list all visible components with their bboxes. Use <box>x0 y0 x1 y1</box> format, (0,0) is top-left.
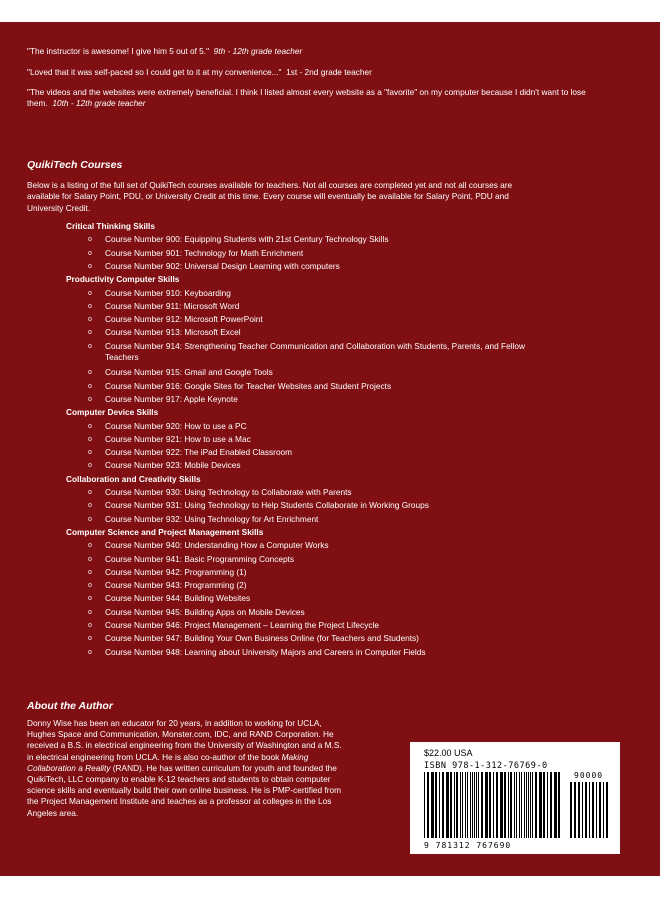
course-item <box>88 567 528 578</box>
course-item <box>88 487 528 498</box>
testimonial-1-quote: "The instructor is awesome! I give him 5 out of 5." <box>27 46 210 56</box>
courses-intro: Below is a listing of the full set of QuikiTech courses available for teachers. Not all courses are completed yet and not all courses are available for Salary Point, PDU, or University Credit at this time. Every course will eventually be available for Salary Point, PDU and University Credit. <box>27 180 513 213</box>
course-title: Course Number 945: Building Apps on Mobile Devices <box>105 606 305 617</box>
barcode-bar <box>467 772 468 838</box>
course-item <box>88 381 528 392</box>
testimonial-1-author: 9th - 12th grade teacher <box>213 46 303 56</box>
book-title: Making Collaboration a Reality <box>27 751 309 773</box>
bullet-icon: o <box>88 342 92 350</box>
category-heading: Productivity Computer Skills <box>66 274 180 285</box>
about-text-part-1: Donny Wise has been an educator for 20 years, in addition to working for UCLA, Hughes Space and Communication, Monster.com, IDC, and RAND Corporation. He received a B.S. in electrical engineering from the University of Washington and a M.S. in electrical engineering from UCLA. He is also co-author of the book <box>27 718 342 762</box>
course-item <box>88 314 528 325</box>
barcode-bar <box>485 772 488 838</box>
course-item <box>88 234 528 245</box>
testimonial-3 <box>27 87 607 109</box>
barcode-bars <box>422 772 612 842</box>
barcode-bar <box>462 772 463 838</box>
course-title: Course Number 923: Mobile Devices <box>105 460 241 471</box>
course-item <box>88 367 528 378</box>
addon-bar <box>589 782 590 838</box>
barcode-bar <box>427 772 429 838</box>
testimonial-3-author: 10th - 12th grade teacher <box>52 98 146 108</box>
bullet-icon: o <box>88 489 92 496</box>
bullet-icon: o <box>88 369 92 377</box>
barcode-bar <box>543 772 545 838</box>
bullet-icon: o <box>88 622 92 629</box>
bullet-icon: o <box>88 635 92 643</box>
course-item <box>88 540 528 551</box>
bullet-icon: o <box>88 422 92 430</box>
barcode-bar <box>516 772 517 838</box>
barcode-bar <box>558 772 560 838</box>
addon-bar <box>574 782 576 838</box>
barcode-digits: 9 781312 767690 <box>424 841 512 850</box>
course-item <box>88 288 528 299</box>
barcode-bar <box>470 772 471 838</box>
barcode-bar <box>465 772 466 838</box>
barcode-bar <box>547 772 548 838</box>
addon-bar <box>603 782 604 838</box>
addon-bar <box>585 782 587 838</box>
about-author-text <box>27 718 347 819</box>
barcode-bar <box>456 772 458 838</box>
category-heading: Critical Thinking Skills <box>66 221 155 231</box>
barcode-box <box>410 742 620 854</box>
course-title: Course Number 940: Understanding How a Computer Works <box>105 540 329 551</box>
barcode-bar <box>532 772 533 838</box>
course-title: Course Number 910: Keyboarding <box>105 287 231 298</box>
barcode-bar <box>535 772 537 838</box>
bullet-icon: o <box>88 236 92 244</box>
barcode-bar <box>526 772 527 838</box>
barcode-bar <box>519 772 520 838</box>
course-title: Course Number 946: Project Management – Learning the Project Lifecycle <box>105 620 379 630</box>
barcode-bar <box>424 772 425 838</box>
bullet-icon: o <box>88 515 92 523</box>
course-item <box>88 248 528 259</box>
barcode-bar <box>508 772 509 838</box>
barcode-bar <box>504 772 506 838</box>
course-title: Course Number 902: Universal Design Learning with computers <box>105 260 340 271</box>
barcode-bar <box>489 772 491 838</box>
bullet-icon: o <box>88 608 92 616</box>
course-title: Course Number 931: Using Technology to Help Students Collaborate in Working Groups <box>105 500 429 511</box>
course-title: Course Number 920: How to use a PC <box>105 420 247 431</box>
barcode-bar <box>460 772 461 838</box>
addon-bar <box>582 782 583 838</box>
isbn-label: ISBN 978-1-312-76769-0 <box>424 761 548 771</box>
barcode-bar <box>500 772 503 838</box>
course-title: Course Number 921: How to use a Mac <box>105 433 251 444</box>
course-item <box>88 341 528 363</box>
barcode-bar <box>530 772 531 838</box>
bullet-icon: o <box>88 555 92 563</box>
barcode-bar <box>493 772 494 838</box>
course-title: Course Number 901: Technology for Math Enrichment <box>105 247 304 258</box>
back-cover <box>0 22 660 876</box>
course-title: Course Number 916: Google Sites for Teacher Websites and Student Projects <box>105 380 392 391</box>
course-item <box>88 514 528 525</box>
course-title: Course Number 948: Learning about University Majors and Careers in Computer Fields <box>105 646 426 657</box>
bullet-icon: o <box>88 249 92 257</box>
category-heading: Computer Science and Project Management Skills <box>66 526 264 537</box>
course-item <box>88 633 528 644</box>
barcode-bar <box>442 772 444 838</box>
course-item <box>88 620 528 631</box>
barcode-bar <box>496 772 498 838</box>
bullet-icon: o <box>88 329 92 337</box>
addon-bar <box>606 782 608 838</box>
course-title: Course Number 942: Programming (1) <box>105 566 247 577</box>
course-title: Course Number 915: Gmail and Google Tools <box>105 367 273 378</box>
addon-bar <box>592 782 594 838</box>
barcode-bar <box>554 772 557 838</box>
addon-bar <box>596 782 597 838</box>
barcode-bar <box>435 772 437 838</box>
barcode-bar <box>514 772 515 838</box>
course-item <box>88 500 528 511</box>
bullet-icon: o <box>88 502 92 510</box>
testimonial-2-author: 1st - 2nd grade teacher <box>286 67 372 77</box>
course-item <box>88 394 528 405</box>
barcode-bar <box>524 772 525 838</box>
bullet-icon: o <box>88 542 92 550</box>
testimonial-2 <box>27 67 607 78</box>
category-heading: Collaboration and Creativity Skills <box>66 473 201 484</box>
barcode-bar <box>450 772 452 838</box>
bullet-icon: o <box>88 449 92 457</box>
course-item <box>88 554 528 565</box>
course-title: Course Number 930: Using Technology to Collaborate with Parents <box>105 487 352 497</box>
bullet-icon: o <box>88 289 92 297</box>
course-title: Course Number 911: Microsoft Word <box>105 300 240 311</box>
barcode-bar <box>454 772 455 838</box>
barcode-addon-digits: 90000 <box>574 771 604 780</box>
bullet-icon: o <box>88 648 92 656</box>
course-item <box>88 434 528 445</box>
testimonial-2-quote: "Loved that it was self-paced so I could get to it at my convenience..." <box>27 67 282 77</box>
course-title: Course Number 900: Equipping Students with 21st Century Technology Skills <box>105 234 389 245</box>
course-item <box>88 421 528 432</box>
course-item <box>88 460 528 471</box>
course-title: Course Number 913: Microsoft Excel <box>105 327 241 338</box>
addon-bar <box>570 782 572 838</box>
barcode-bar <box>550 772 552 838</box>
course-item <box>88 607 528 618</box>
barcode-bar <box>521 772 522 838</box>
course-item <box>88 447 528 458</box>
testimonial-3-quote: "The videos and the websites were extremely beneficial. I think I listed almost every website as a "favorite" on my computer because I didn't want to lose them. <box>27 87 586 108</box>
about-text-part-2: (RAND). He has written curriculum for youth and founded the QuikiTech, LLC company to enable K-12 teachers and students to obtain computer science skills and eventually build their own online business. He is PMP-certified from the Project Management Institute and teaches as a professor at colleges in the Los Angeles area. <box>27 762 342 818</box>
testimonial-1 <box>27 46 607 57</box>
bullet-icon: o <box>88 316 92 324</box>
courses-heading: QuikiTech Courses <box>27 159 123 171</box>
course-item <box>88 593 528 604</box>
barcode-bar <box>472 772 473 838</box>
course-title: Course Number 941: Basic Programming Concepts <box>105 553 295 564</box>
bullet-icon: o <box>88 462 92 470</box>
barcode-bar <box>439 772 440 838</box>
course-title: Course Number 943: Programming (2) <box>105 580 247 591</box>
barcode-bar <box>474 772 475 838</box>
bullet-icon: o <box>88 302 92 310</box>
about-heading: About the Author <box>27 700 113 712</box>
bullet-icon: o <box>88 595 92 603</box>
course-title: Course Number 922: The iPad Enabled Classroom <box>105 447 293 458</box>
bullet-icon: o <box>88 262 92 270</box>
barcode-bar <box>476 772 477 838</box>
course-item <box>88 261 528 272</box>
barcode-bar <box>539 772 542 838</box>
bullet-icon: o <box>88 582 92 590</box>
addon-bar <box>578 782 580 838</box>
course-title: Course Number 912: Microsoft PowerPoint <box>105 314 263 325</box>
course-item <box>88 327 528 338</box>
addon-bar <box>599 782 601 838</box>
course-title: Course Number 947: Building Your Own Business Online (for Teachers and Students) <box>105 633 419 644</box>
course-item <box>88 301 528 312</box>
bullet-icon: o <box>88 568 92 576</box>
barcode-bar <box>528 772 529 838</box>
course-item <box>88 580 528 591</box>
barcode-bar <box>481 772 483 838</box>
barcode-bar <box>431 772 434 838</box>
category-heading: Computer Device Skills <box>66 407 159 418</box>
course-item <box>88 647 528 658</box>
course-title: Course Number 944: Building Websites <box>105 593 251 604</box>
course-title: Course Number 914: Strengthening Teacher Communication and Collaboration with Students, Parents, and Fellow Teachers <box>105 340 525 362</box>
price-label: $22.00 USA <box>424 748 473 758</box>
barcode-bar <box>510 772 512 838</box>
course-title: Course Number 917: Apple Keynote <box>105 393 238 404</box>
course-title: Course Number 932: Using Technology for Art Enrichment <box>105 513 319 524</box>
bullet-icon: o <box>88 382 92 390</box>
bullet-icon: o <box>88 435 92 443</box>
barcode-bar <box>446 772 449 838</box>
barcode-bar <box>478 772 479 838</box>
bullet-icon: o <box>88 395 92 403</box>
